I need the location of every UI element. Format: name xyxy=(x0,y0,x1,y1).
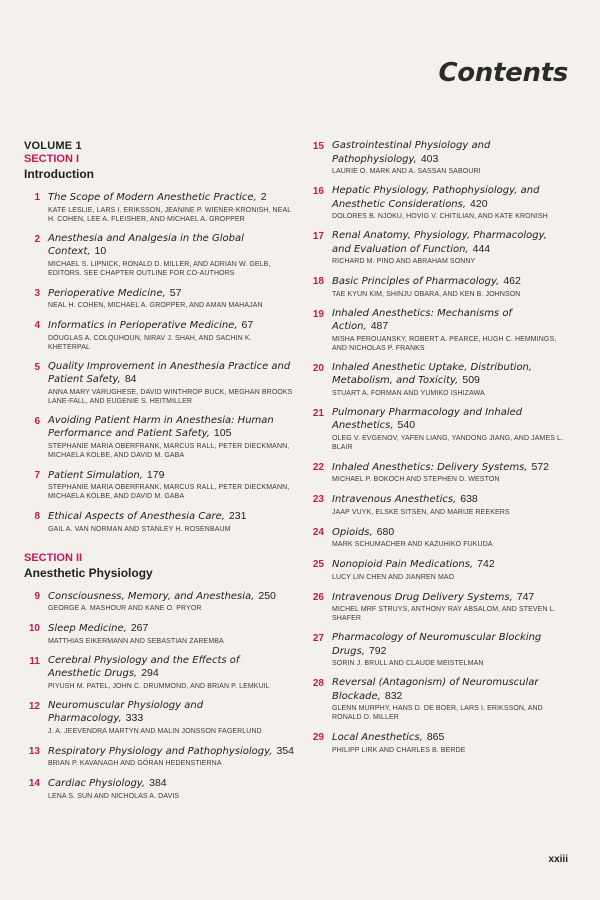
chapter-entry[interactable] xyxy=(24,469,294,502)
chapter-title-text: Patient Simulation, xyxy=(48,469,143,481)
chapter-number: 18 xyxy=(312,276,324,287)
chapter-entry[interactable] xyxy=(306,185,568,221)
chapter-number: 20 xyxy=(312,362,324,374)
section-label: SECTION I xyxy=(24,153,80,165)
chapter-entry[interactable] xyxy=(306,731,568,755)
chapter-title xyxy=(48,622,294,636)
chapter-authors: BRIAN P. KAVANAGH AND GÖRAN HEDENSTIERNA xyxy=(48,760,222,767)
chapter-title xyxy=(48,287,294,301)
chapter-title xyxy=(332,461,568,475)
chapter-entry[interactable] xyxy=(24,191,294,224)
chapter-title xyxy=(48,361,294,387)
chapter-page-number: 2 xyxy=(260,191,267,203)
chapter-entry[interactable] xyxy=(306,140,568,176)
chapter-number: 26 xyxy=(312,591,324,603)
chapter-number: 9 xyxy=(34,590,40,602)
chapter-title-text: Nonopioid Pain Medications, xyxy=(332,559,474,570)
chapter-entry[interactable] xyxy=(24,622,294,646)
chapter-entry[interactable] xyxy=(306,275,568,299)
chapter-number: 19 xyxy=(312,308,324,320)
chapter-title xyxy=(332,677,568,703)
chapter-entry[interactable] xyxy=(24,287,294,311)
chapter-entry[interactable] xyxy=(306,230,568,266)
chapter-title xyxy=(48,415,294,441)
chapter-title xyxy=(48,469,294,483)
chapter-page-number: 742 xyxy=(477,558,495,570)
chapter-title xyxy=(332,140,568,166)
chapter-title xyxy=(332,493,568,507)
chapter-number: 16 xyxy=(312,186,324,197)
chapter-page-number: 231 xyxy=(228,510,247,522)
chapter-title xyxy=(332,275,568,289)
chapter-title-text: Local Anesthetics, xyxy=(332,732,423,743)
chapter-authors: J. A. JEEVENDRA MARTYN AND MALIN JONSSON FAGERLUND xyxy=(48,727,262,735)
chapter-entry[interactable] xyxy=(24,655,294,691)
chapter-page-number: 384 xyxy=(149,777,167,789)
chapter-list xyxy=(24,590,294,801)
chapter-number: 3 xyxy=(34,287,40,299)
chapter-number: 10 xyxy=(28,623,40,634)
chapter-title-text: Intravenous Anesthetics, xyxy=(332,494,457,505)
chapter-title-text: The Scope of Modern Anesthetic Practice, xyxy=(48,192,257,203)
chapter-number: 14 xyxy=(28,778,40,789)
chapter-title xyxy=(332,731,568,745)
chapter-number: 23 xyxy=(312,494,324,505)
chapter-authors: PHILIPP LIRK AND CHARLES B. BERDE xyxy=(332,746,466,754)
chapter-page-number: 747 xyxy=(516,590,535,603)
chapter-number: 28 xyxy=(312,678,324,689)
chapter-authors: MICHAEL P. BOKOCH AND STEPHEN D. WESTON xyxy=(332,476,500,483)
chapter-title-text: Renal Anatomy, Physiology, Pharmacology, and Evaluation of Function, xyxy=(332,230,547,255)
chapter-page-number: 638 xyxy=(460,493,478,505)
chapter-entry[interactable] xyxy=(306,558,568,582)
chapter-entry[interactable] xyxy=(306,677,568,722)
chapter-number: 21 xyxy=(312,407,324,419)
chapter-authors: MARK SCHUMACHER AND KAZUHIKO FUKUDA xyxy=(332,541,493,548)
chapter-title xyxy=(332,558,568,572)
chapter-number: 11 xyxy=(29,655,40,667)
chapter-title xyxy=(332,230,568,256)
chapter-entry[interactable] xyxy=(306,308,568,353)
section-title: Anesthetic Physiology xyxy=(24,565,153,580)
chapter-page-number: 267 xyxy=(130,622,149,634)
chapter-entry[interactable] xyxy=(24,700,294,736)
chapter-entry[interactable] xyxy=(306,526,568,550)
chapter-number: 17 xyxy=(312,231,324,242)
chapter-number: 7 xyxy=(34,469,40,481)
chapter-number: 22 xyxy=(312,461,324,473)
chapter-entry[interactable] xyxy=(306,461,568,485)
chapter-page-number: 462 xyxy=(503,275,521,287)
chapter-title-text: Anesthesia and Analgesia in the Global Context, xyxy=(48,232,244,257)
chapter-entry[interactable] xyxy=(306,632,568,668)
chapter-page-number: 509 xyxy=(462,374,480,386)
chapter-authors: GAIL A. VAN NORMAN AND STANLEY H. ROSENBAUM xyxy=(48,525,231,533)
chapter-number: 25 xyxy=(312,559,324,570)
chapter-page-number: 792 xyxy=(368,644,387,657)
chapter-authors: JAAP VUYK, ELSKE SITSEN, AND MARIJE REEKERS xyxy=(332,508,510,516)
right-column xyxy=(306,140,568,764)
chapter-title-text: Inhaled Anesthetic Uptake, Distribution, Metabolism, and Toxicity, xyxy=(332,361,533,386)
chapter-authors: STEPHANIE MARIA OBERFRANK, MARCUS RALL, PETER DIECKMANN, MICHAELA KOLBE, AND DAVID M. GABA xyxy=(48,442,290,459)
chapter-number: 6 xyxy=(34,415,40,427)
chapter-authors: STEPHANIE MARIA OBERFRANK, MARCUS RALL, PETER DIECKMANN, MICHAELA KOLBE, AND DAVID M. GABA xyxy=(48,484,290,500)
chapter-number: 15 xyxy=(312,141,324,152)
chapter-title-text: Respiratory Physiology and Pathophysiology, xyxy=(48,745,273,757)
chapter-page-number: 444 xyxy=(472,242,491,255)
chapter-title xyxy=(332,591,568,605)
chapter-authors: GLENN MURPHY, HANS D. DE BOER, LARS I. ERIKSSON, AND RONALD D. MILLER xyxy=(332,705,543,721)
chapter-authors: MISHA PEROUANSKY, ROBERT A. PEARCE, HUGH C. HEMMINGS, AND NICHOLAS P. FRANKS xyxy=(332,335,557,352)
chapter-authors: OLEG V. EVGENOV, YAFEN LIANG, YANDONG JIANG, AND JAMES L. BLAIR xyxy=(332,434,564,451)
chapter-list xyxy=(306,140,568,755)
chapter-entry[interactable] xyxy=(24,745,294,769)
chapter-entry[interactable] xyxy=(24,361,294,406)
chapter-page-number: 832 xyxy=(384,689,403,702)
section-label: SECTION II xyxy=(24,551,83,564)
chapter-entry[interactable] xyxy=(24,510,294,534)
chapter-title-text: Sleep Medicine, xyxy=(48,623,127,634)
chapter-page-number: 540 xyxy=(397,419,416,431)
chapter-title-text: Neuromuscular Physiology and Pharmacology, xyxy=(48,699,204,724)
chapter-title xyxy=(48,590,294,604)
chapter-title-text: Avoiding Patient Harm in Anesthesia: Human Performance and Patient Safety, xyxy=(48,414,274,439)
chapter-title-text: Inhaled Anesthetics: Delivery Systems, xyxy=(332,461,528,473)
chapter-title-text: Quality Improvement in Anesthesia Practice and Patient Safety, xyxy=(48,360,291,385)
chapter-title-text: Informatics in Perioperative Medicine, xyxy=(48,320,238,331)
chapter-authors: MICHEL MRF STRUYS, ANTHONY RAY ABSALOM, AND STEVEN L. SHAFER xyxy=(332,606,556,622)
chapter-authors: LAURIE O. MARK AND A. SASSAN SABOURI xyxy=(332,168,481,175)
chapter-title xyxy=(48,233,294,259)
chapter-title xyxy=(48,510,294,524)
section-title: Introduction xyxy=(24,167,94,181)
left-column xyxy=(24,140,294,810)
chapter-authors: SORIN J. BRULL AND CLAUDE MEISTELMAN xyxy=(332,660,484,667)
chapter-title xyxy=(332,362,568,388)
chapter-number: 24 xyxy=(312,526,324,538)
chapter-title xyxy=(332,526,568,540)
chapter-title-text: Inhaled Anesthetics: Mechanisms of Action, xyxy=(332,307,512,332)
chapter-page-number: 179 xyxy=(146,468,165,481)
chapter-authors: DOUGLAS A. COLQUHOUN, NIRAV J. SHAH, AND SACHIN K. KHETERPAL xyxy=(48,334,252,351)
chapter-page-number: 84 xyxy=(124,373,137,385)
chapter-page-number: 354 xyxy=(276,744,294,757)
chapter-authors: ANNA MARY VARUGHESE, DAVID WINTHROP BUCK, MEGHAN BROOKS LANE-FALL, AND EUGENIE S. HEITMILLER xyxy=(48,388,293,405)
chapter-title xyxy=(332,185,568,211)
chapter-page-number: 572 xyxy=(531,460,550,473)
chapter-number: 27 xyxy=(312,633,324,644)
chapter-authors: STUART A. FORMAN AND YUMIKO ISHIZAWA xyxy=(332,389,485,397)
chapter-entry[interactable] xyxy=(24,319,294,352)
chapter-title xyxy=(332,407,568,433)
page-number: xxiii xyxy=(548,854,568,865)
chapter-authors: GEORGE A. MASHOUR AND KANE O. PRYOR xyxy=(48,605,202,612)
volume-label: VOLUME 1 xyxy=(24,140,82,152)
chapter-entry[interactable] xyxy=(306,591,568,624)
chapter-title xyxy=(48,319,294,333)
chapter-authors: MATTHIAS EIKERMANN AND SEBASTIAN ZAREMBA xyxy=(48,637,224,645)
chapter-title-text: Opioids, xyxy=(332,526,373,538)
chapter-authors: RICHARD M. PINO AND ABRAHAM SONNY xyxy=(332,258,476,265)
chapter-title xyxy=(48,655,294,681)
chapter-page-number: 420 xyxy=(470,197,488,210)
chapter-authors: PIYUSH M. PATEL, JOHN C. DRUMMOND, AND BRIAN P. LEMKUIL xyxy=(48,682,270,690)
chapter-title-text: Cerebral Physiology and the Effects of Anesthetic Drugs, xyxy=(48,654,240,679)
chapter-title-text: Perioperative Medicine, xyxy=(48,287,166,299)
chapter-number: 12 xyxy=(28,700,40,712)
chapter-page-number: 105 xyxy=(213,427,232,439)
chapter-page-number: 680 xyxy=(376,525,395,538)
chapter-title-text: Ethical Aspects of Anesthesia Care, xyxy=(48,511,225,522)
chapter-title xyxy=(48,745,294,759)
chapter-page-number: 10 xyxy=(94,245,107,257)
chapter-title xyxy=(48,191,294,205)
chapter-number: 5 xyxy=(34,361,40,373)
chapter-title xyxy=(332,308,568,334)
chapter-entry[interactable] xyxy=(24,590,294,614)
chapter-number: 1 xyxy=(34,192,40,203)
chapter-number: 4 xyxy=(34,320,40,331)
chapter-number: 8 xyxy=(34,511,40,522)
chapter-entry[interactable] xyxy=(306,362,568,398)
chapter-number: 2 xyxy=(34,233,40,245)
chapter-title-text: Gastrointestinal Physiology and Pathophysiology, xyxy=(332,140,491,165)
chapter-title-text: Reversal (Antagonism) of Neuromuscular Blockade, xyxy=(332,677,539,702)
chapter-title xyxy=(48,700,294,726)
chapter-title-text: Hepatic Physiology, Pathophysiology, and Anesthetic Considerations, xyxy=(332,185,540,210)
chapter-title xyxy=(48,777,294,791)
chapter-page-number: 57 xyxy=(169,286,182,299)
chapter-entry[interactable] xyxy=(24,233,294,278)
chapter-number: 13 xyxy=(28,745,40,757)
page-title: Contents xyxy=(438,58,568,88)
chapter-page-number: 294 xyxy=(141,667,159,679)
chapter-title-text: Intravenous Drug Delivery Systems, xyxy=(332,591,513,603)
chapter-entry[interactable] xyxy=(24,415,294,460)
chapter-number: 29 xyxy=(312,732,324,743)
chapter-title xyxy=(332,632,568,658)
chapter-title-text: Consciousness, Memory, and Anesthesia, xyxy=(48,590,255,602)
chapter-title-text: Cardiac Physiology, xyxy=(48,778,146,789)
chapter-authors: MICHAEL S. LIPNICK, RONALD D. MILLER, AND ADRIAN W. GELB, EDITORS. SEE CHAPTER OUTLINE FOR CO-AUTHORS xyxy=(48,260,271,277)
chapter-page-number: 250 xyxy=(258,589,276,602)
chapter-page-number: 487 xyxy=(370,320,389,332)
chapter-entry[interactable] xyxy=(24,777,294,801)
chapter-page-number: 67 xyxy=(241,319,254,331)
chapter-authors: LUCY LIN CHEN AND JIANREN MAO xyxy=(332,573,455,581)
chapter-authors: DOLORES B. NJOKU, HOVIG V. CHITILIAN, AND KATE KRONISH xyxy=(332,213,548,220)
chapter-page-number: 403 xyxy=(420,152,439,165)
chapter-title-text: Pulmonary Pharmacology and Inhaled Anesthetics, xyxy=(332,406,523,431)
chapter-authors: LENA S. SUN AND NICHOLAS A. DAVIS xyxy=(48,792,180,800)
chapter-entry[interactable] xyxy=(306,493,568,517)
chapter-entry[interactable] xyxy=(306,407,568,452)
chapter-title-text: Pharmacology of Neuromuscular Blocking Drugs, xyxy=(332,632,542,657)
chapter-list xyxy=(24,191,294,534)
chapter-authors: TAE KYUN KIM, SHINJU OBARA, AND KEN B. JOHNSON xyxy=(332,290,521,298)
chapter-title-text: Basic Principles of Pharmacology, xyxy=(332,276,500,287)
chapter-authors: NEAL H. COHEN, MICHAEL A. GROPPER, AND AMAN MAHAJAN xyxy=(48,302,263,309)
chapter-page-number: 333 xyxy=(125,712,144,724)
chapter-page-number: 865 xyxy=(426,731,445,743)
chapter-authors: KATE LESLIE, LARS I. ERIKSSON, JEANINE P. WIENER-KRONISH, NEAL H. COHEN, LEE A. FLEISHER, AND MICHAEL A. GROPPER xyxy=(48,206,291,223)
